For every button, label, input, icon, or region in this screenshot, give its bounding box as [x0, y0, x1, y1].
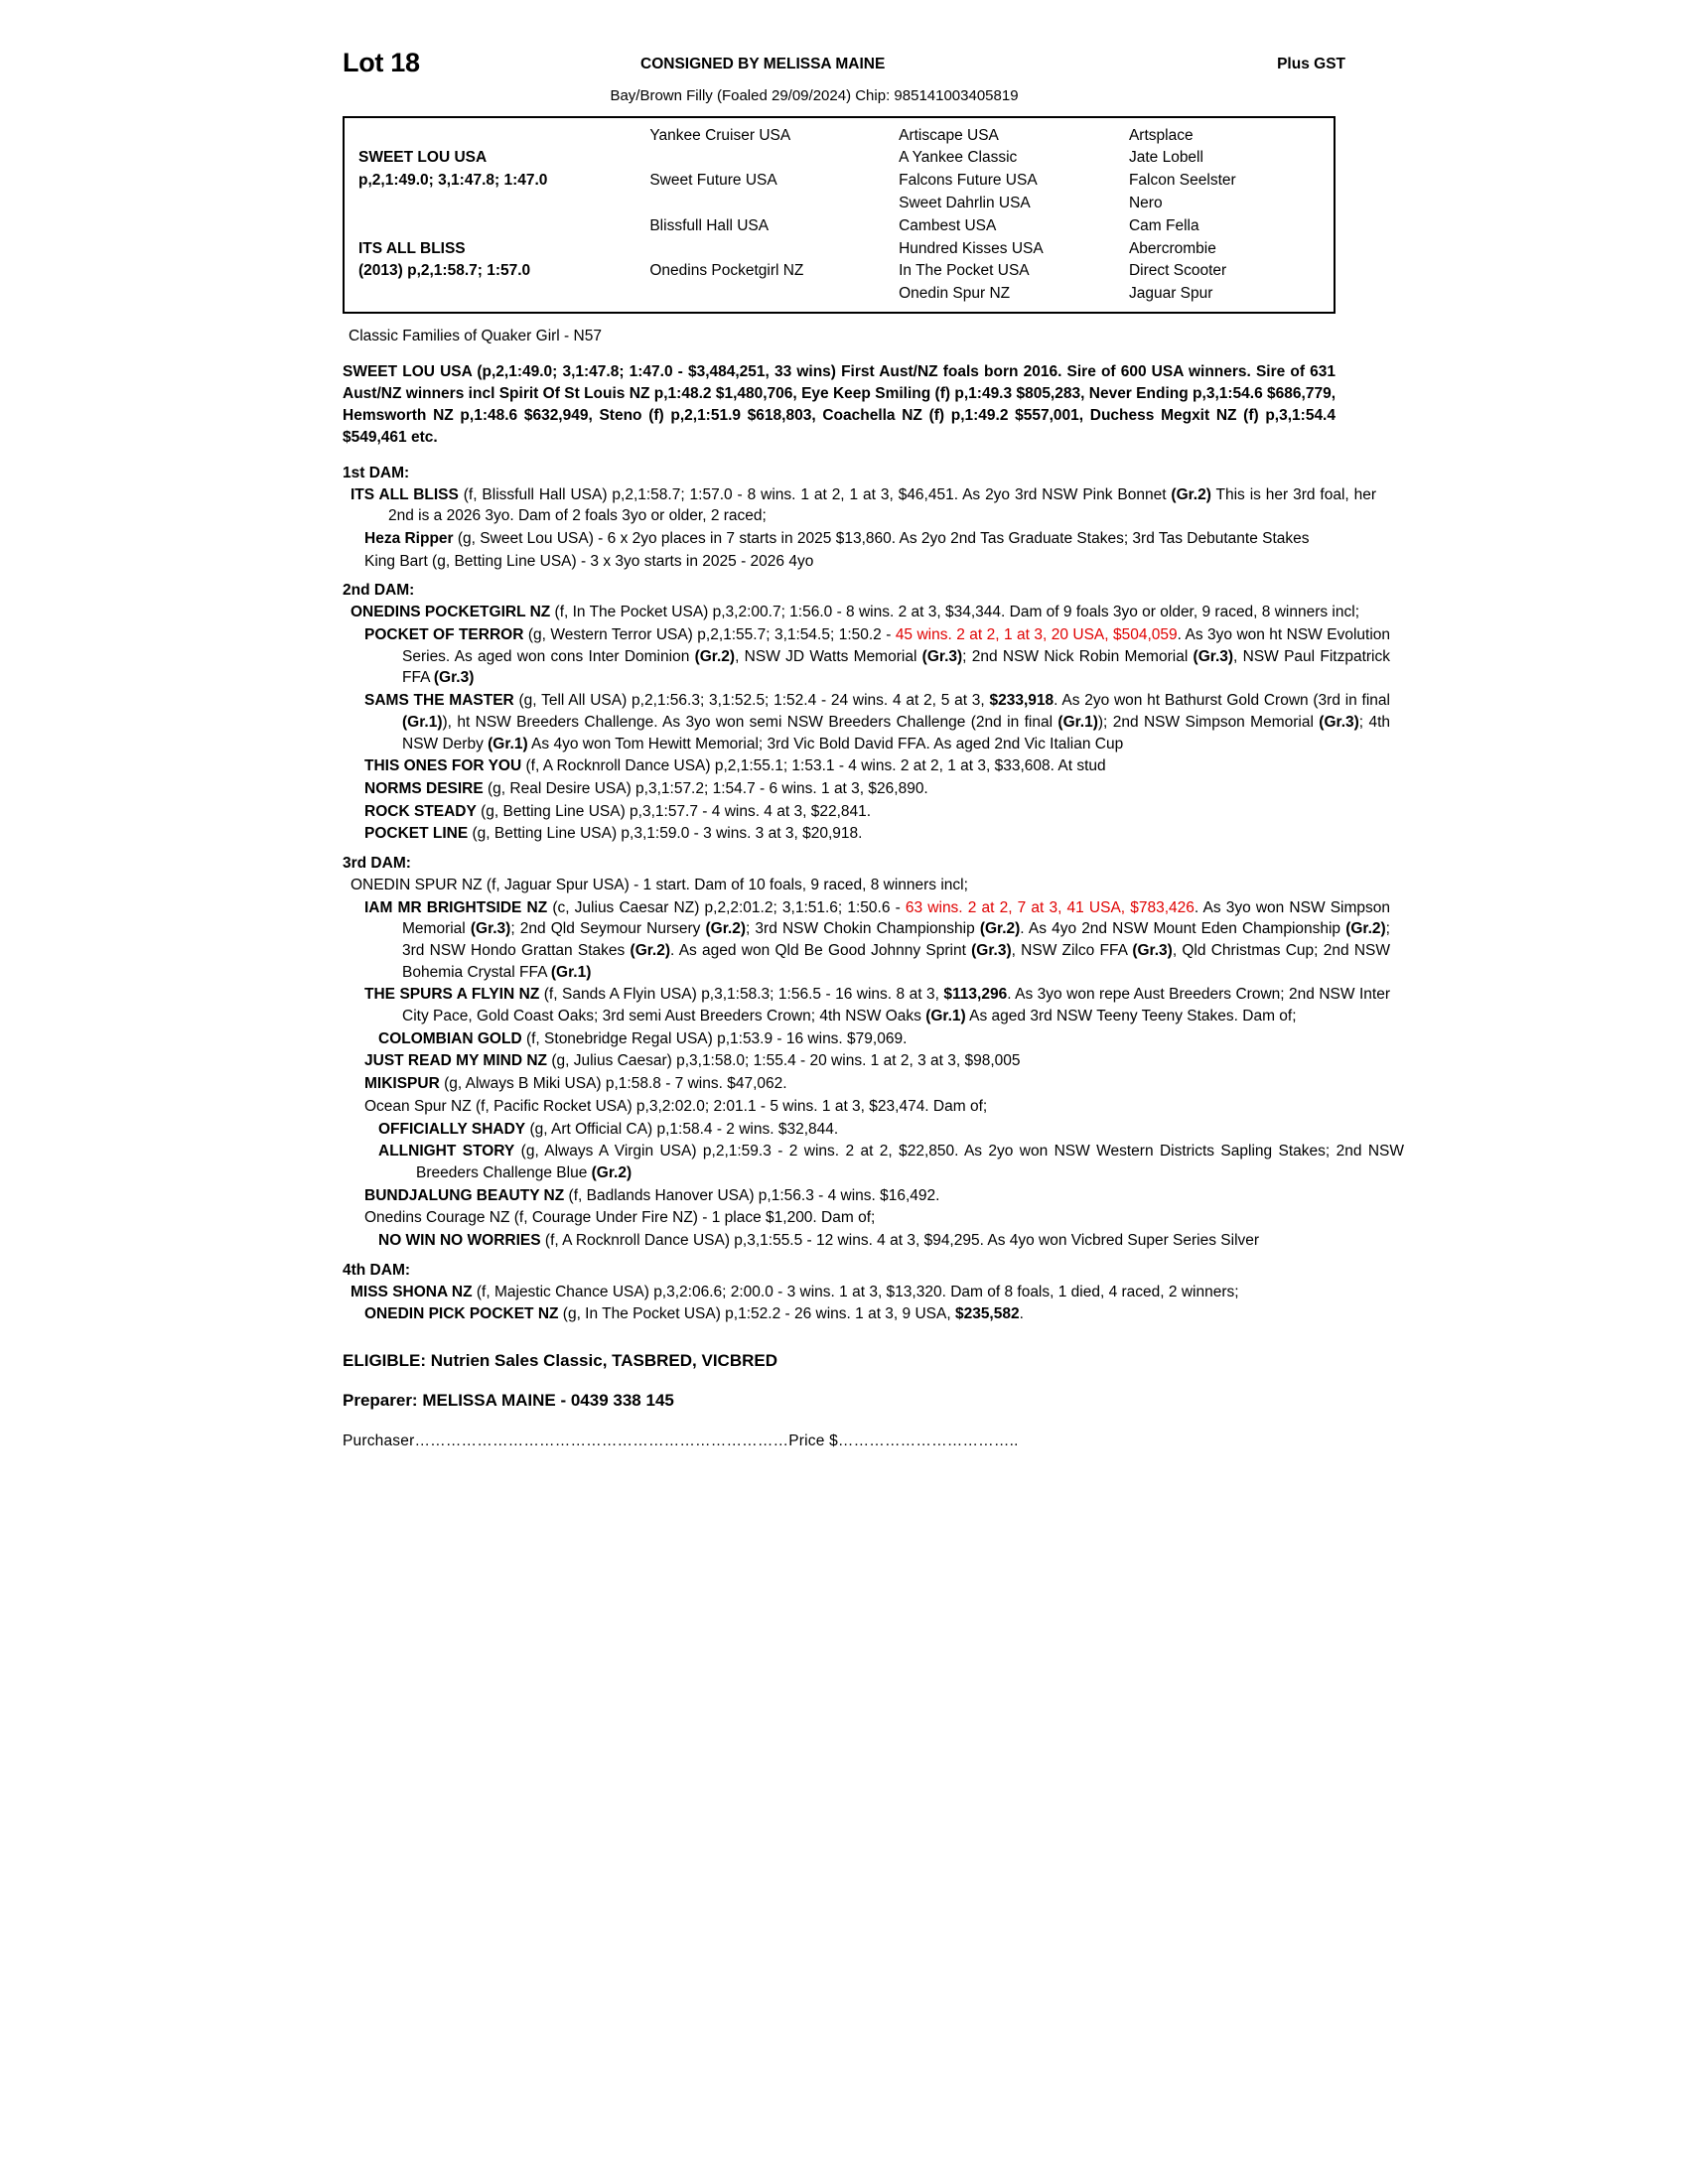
entry-text: SAMS THE MASTER: [364, 692, 514, 710]
pedigree-entry: [378, 1028, 1404, 1050]
pedigree-cell: Hundred Kisses USA: [899, 239, 1044, 257]
entry-text: (f, Sands A Flyin USA) p,3,1:58.3; 1:56.5 - 16 wins. 8 at 3,: [539, 986, 944, 1004]
pedigree-entry: [351, 602, 1376, 623]
entry-text: ITS ALL BLISS: [351, 485, 459, 503]
entry-text: MIKISPUR: [364, 1075, 440, 1093]
entry-text: (f, Blissfull Hall USA) p,2,1:58.7; 1:57.0 - 8 wins. 1 at 2, 1 at 3, $46,451. As 2yo 3rd NSW Pink Bonnet: [458, 485, 1172, 503]
dam-heading: 3rd DAM:: [343, 854, 411, 872]
pedigree-entry: [364, 1303, 1390, 1325]
entry-text: COLOMBIAN GOLD: [378, 1029, 522, 1047]
entry-text: (f, Stonebridge Regal USA) p,1:53.9 - 16 wins. $79,069.: [521, 1029, 908, 1047]
pedigree-cell: Artsplace: [1128, 126, 1194, 144]
dam-heading: 4th DAM:: [343, 1261, 411, 1279]
pedigree-cell: Direct Scooter: [1128, 262, 1227, 280]
entry-text: THIS ONES FOR YOU: [364, 757, 522, 775]
pedigree-cell: [645, 147, 895, 170]
pedigree-entry: [364, 624, 1390, 689]
entry-text: $235,582: [954, 1305, 1020, 1323]
entry-text: (g, Western Terror USA) p,2,1:55.7; 3,1:54.5; 1:50.2 -: [523, 626, 896, 644]
entry-text: (Gr.3): [921, 647, 963, 665]
entry-text: OFFICIALLY SHADY: [378, 1120, 526, 1138]
entry-text: . As 3yo won NSW Simpson Memorial: [402, 898, 1391, 938]
entry-text: .: [1019, 1305, 1024, 1323]
pedigree-entry: [364, 1185, 1390, 1207]
entry-text: THE SPURS A FLYIN NZ: [364, 986, 540, 1004]
pedigree-entry: [364, 1207, 1390, 1229]
entry-text: (f, Majestic Chance USA) p,3,2:06.6; 2:00.0 - 3 wins. 1 at 3, $13,320. Dam of 8 foals, 1 died, 4 raced, 2 winners;: [472, 1283, 1239, 1300]
entry-text: (Gr.1): [488, 735, 528, 752]
entry-text: (Gr.1): [402, 713, 443, 731]
pedigree-entry: [351, 875, 1376, 896]
pedigree-cell: [645, 237, 895, 260]
entry-text: (g, Sweet Lou USA) - 6 x 2yo places in 7 starts in 2025 $13,860. As 2yo 2nd Tas Graduate Stakes; 3rd Tas Debutante Stakes: [453, 530, 1310, 547]
page-content: [343, 48, 1405, 1450]
entry-text: ONEDINS POCKETGIRL NZ: [351, 604, 551, 621]
pedigree-entry: [351, 1282, 1376, 1303]
dam-sections: [343, 464, 1405, 1325]
entry-text: ; 2nd NSW Nick Robin Memorial: [962, 647, 1194, 665]
entry-text: (g, Betting Line USA) p,3,1:59.0 - 3 wins. 3 at 3, $20,918.: [468, 825, 863, 843]
page-header: [343, 48, 1345, 85]
pedigree-entry: [351, 484, 1376, 527]
entry-text: Ocean Spur NZ (f, Pacific Rocket USA) p,3,2:02.0; 2:01.1 - 5 wins. 1 at 3, $23,474. Dam of;: [364, 1097, 988, 1115]
entry-text: As 4yo won Tom Hewitt Memorial; 3rd Vic Bold David FFA. As aged 2nd Vic Italian Cup: [527, 735, 1124, 752]
entry-text: . As 4yo 2nd NSW Mount Eden Championship: [1020, 920, 1346, 938]
entry-text: (Gr.3): [1193, 647, 1234, 665]
entry-text: (Gr.3): [1319, 713, 1359, 731]
entry-text: (Gr.2): [591, 1163, 633, 1181]
entry-text: ), ht NSW Breeders Challenge. As 3yo won semi NSW Breeders Challenge (2nd in final: [442, 713, 1058, 731]
entry-text: , NSW Paul Fitzpatrick FFA: [402, 647, 1390, 687]
pedigree-cell: Yankee Cruiser USA: [649, 126, 791, 144]
pedigree-cell: Cambest USA: [899, 216, 997, 234]
pedigree-cell: Cam Fella: [1128, 216, 1199, 234]
entry-text: ; 3rd NSW Hondo Grattan Stakes: [402, 920, 1390, 959]
pedigree-entry: [364, 778, 1390, 800]
lot-number: Lot 18: [343, 48, 420, 77]
pedigree-row: [345, 170, 1334, 193]
pedigree-cell: A Yankee Classic: [899, 149, 1018, 167]
entry-text: ); 2nd NSW Simpson Memorial: [1097, 713, 1320, 731]
entry-text: (Gr.3): [971, 942, 1012, 959]
entry-text: (Gr.2): [705, 920, 746, 938]
entry-text: ; 2nd Qld Seymour Nursery: [510, 920, 706, 938]
entry-text: MISS SHONA NZ: [351, 1283, 473, 1300]
entry-text: ONEDIN SPUR NZ (f, Jaguar Spur USA) - 1 start. Dam of 10 foals, 9 raced, 8 winners incl;: [351, 876, 968, 893]
entry-text: ONEDIN PICK POCKET NZ: [364, 1305, 559, 1323]
pedigree-cell: Onedin Spur NZ: [899, 285, 1011, 303]
entry-text: NORMS DESIRE: [364, 779, 484, 797]
entry-text: (Gr.1): [550, 963, 592, 981]
gst-label: Plus GST: [1277, 56, 1345, 72]
entry-text: IAM MR BRIGHTSIDE NZ: [364, 898, 548, 916]
pedigree-entry: [378, 1141, 1404, 1183]
pedigree-cell: [345, 192, 645, 214]
entry-text: (Gr.2): [1345, 920, 1386, 938]
entry-text: $233,918: [989, 692, 1055, 710]
entry-text: (Gr.3): [470, 920, 511, 938]
eligible-line: ELIGIBLE: Nutrien Sales Classic, TASBRED, VICBRED: [343, 1351, 777, 1370]
entry-text: POCKET LINE: [364, 825, 469, 843]
pedigree-cell: Sweet Future USA: [649, 172, 777, 190]
entry-text: NO WIN NO WORRIES: [378, 1231, 541, 1249]
dam-heading: 2nd DAM:: [343, 582, 415, 600]
entry-text: Heza Ripper: [364, 530, 454, 547]
pedigree-row: [345, 214, 1334, 237]
entry-text: . As 3yo won repe Aust Breeders Crown; 2nd NSW Inter City Pace, Gold Coast Oaks; 3rd semi Aust Breeders Crown; 4th NSW Oaks: [402, 986, 1391, 1025]
pedigree-entry: [378, 1230, 1404, 1252]
pedigree-entry: [364, 690, 1390, 754]
purchaser-line: Purchaser………………………………………………………………Price $……………………………..: [343, 1433, 1019, 1449]
entry-text: (g, Betting Line USA) p,3,1:57.7 - 4 wins. 4 at 3, $22,841.: [476, 802, 872, 820]
entry-text: (g, Real Desire USA) p,3,1:57.2; 1:54.7 - 6 wins. 1 at 3, $26,890.: [483, 779, 928, 797]
entry-text: (g, Art Official CA) p,1:58.4 - 2 wins. $32,844.: [525, 1120, 839, 1138]
consignor-label: CONSIGNED BY MELISSA MAINE: [640, 56, 886, 72]
pedigree-row: [345, 124, 1334, 147]
entry-text: , Qld Christmas Cup; 2nd NSW Bohemia Crystal FFA: [402, 942, 1390, 981]
entry-text: (c, Julius Caesar NZ) p,2,2:01.2; 3,1:51.6; 1:50.6 -: [547, 898, 906, 916]
pedigree-entry: [364, 897, 1390, 984]
pedigree-cell: Nero: [1128, 194, 1163, 211]
entry-text: (Gr.2): [979, 920, 1021, 938]
entry-text: ROCK STEADY: [364, 802, 477, 820]
entry-text: (f, A Rocknroll Dance USA) p,2,1:55.1; 1:53.1 - 4 wins. 2 at 2, 1 at 3, $33,608. At stud: [521, 757, 1106, 775]
pedigree-table: [343, 116, 1336, 314]
entry-text: King Bart (g, Betting Line USA) - 3 x 3yo starts in 2025 - 2026 4yo: [364, 552, 814, 570]
entry-text: ALLNIGHT STORY: [378, 1143, 515, 1160]
entry-text: ; 3rd NSW Chokin Championship: [746, 920, 980, 938]
family-line: Classic Families of Quaker Girl - N57: [349, 327, 602, 344]
entry-text: (Gr.1): [925, 1008, 966, 1025]
pedigree-entry: [364, 755, 1390, 777]
entry-text: POCKET OF TERROR: [364, 626, 524, 644]
entry-text: (Gr.2): [694, 647, 736, 665]
pedigree-row: [345, 192, 1334, 214]
entry-text: (g, In The Pocket USA) p,1:52.2 - 26 wins. 1 at 3, 9 USA,: [558, 1305, 955, 1323]
pedigree-cell: Falcons Future USA: [899, 172, 1038, 190]
pedigree-cell: p,2,1:49.0; 3,1:47.8; 1:47.0: [358, 172, 548, 190]
pedigree-entry: [364, 1073, 1390, 1095]
entry-text: (Gr.2): [630, 942, 671, 959]
animal-description: Bay/Brown Filly (Foaled 29/09/2024) Chip: 985141003405819: [610, 87, 1019, 104]
pedigree-row: [345, 283, 1334, 306]
pedigree-entry: [364, 551, 1390, 573]
pedigree-row: [345, 147, 1334, 170]
pedigree-entry: [364, 528, 1390, 550]
pedigree-cell: In The Pocket USA: [899, 262, 1030, 280]
entry-text: (Gr.3): [1132, 942, 1173, 959]
entry-text: , NSW Zilco FFA: [1011, 942, 1133, 959]
pedigree-cell: Artiscape USA: [899, 126, 999, 144]
pedigree-row: [345, 260, 1334, 283]
pedigree-cell: [645, 283, 895, 306]
entry-text: As aged 3rd NSW Teeny Teeny Stakes. Dam of;: [965, 1008, 1297, 1025]
entry-text: 45 wins. 2 at 2, 1 at 3, 20 USA, $504,059: [895, 626, 1178, 644]
preparer-line: Preparer: MELISSA MAINE - 0439 338 145: [343, 1391, 674, 1410]
entry-text: . As 3yo won ht NSW Evolution Series. As aged won cons Inter Dominion: [402, 626, 1391, 665]
pedigree-cell: [345, 283, 645, 306]
pedigree-cell: Jaguar Spur: [1128, 285, 1213, 303]
entry-text: . As aged won Qld Be Good Johnny Sprint: [670, 942, 972, 959]
entry-text: (g, Julius Caesar) p,3,1:58.0; 1:55.4 - 20 wins. 1 at 2, 3 at 3, $98,005: [547, 1052, 1021, 1070]
entry-text: (Gr.1): [1057, 713, 1098, 731]
entry-text: (Gr.3): [433, 669, 475, 687]
pedigree-cell: SWEET LOU USA: [358, 149, 488, 167]
entry-text: (g, Always A Virgin USA) p,2,1:59.3 - 2 wins. 2 at 2, $22,850. As 2yo won NSW Western Districts Sapling Stakes; 2nd NSW Breeders Challenge Blue: [416, 1143, 1405, 1181]
pedigree-entry: [364, 984, 1390, 1026]
entry-text: (Gr.2): [1171, 485, 1211, 503]
entry-text: . As 2yo won ht Bathurst Gold Crown (3rd in final: [1054, 692, 1390, 710]
pedigree-cell: (2013) p,2,1:58.7; 1:57.0: [358, 262, 531, 280]
dam-heading: 1st DAM:: [343, 464, 410, 481]
entry-text: (f, Badlands Hanover USA) p,1:56.3 - 4 wins. $16,492.: [564, 1186, 940, 1204]
entry-text: BUNDJALUNG BEAUTY NZ: [364, 1186, 565, 1204]
pedigree-cell: Jate Lobell: [1128, 149, 1203, 167]
entry-text: ; 4th NSW Derby: [402, 713, 1391, 752]
pedigree-cell: Onedins Pocketgirl NZ: [649, 262, 804, 280]
sire-summary: SWEET LOU USA (p,2,1:49.0; 3,1:47.8; 1:47.0 - $3,484,251, 33 wins) First Aust/NZ foals born 2016. Sire of 600 USA winners. Sire of 631 Aust/NZ winners incl Spirit Of St Louis NZ p,1:48.2 $1,480,706, Eye Keep Smiling (f) p,1:49.3 $805,283, Never Ending p,3,1:54.6 $686,779, Hemsworth NZ p,1:48.6 $632,949, Steno (f) p,2,1:51.9 $618,803, Coachella NZ (f) p,1:49.2 $557,001, Duchess Megxit NZ (f) p,3,1:54.4 $549,461 etc.: [343, 362, 1336, 446]
entry-text: (g, Always B Miki USA) p,1:58.8 - 7 wins. $47,062.: [439, 1075, 787, 1093]
entry-text: $113,296: [943, 986, 1008, 1004]
pedigree-entry: [378, 1119, 1404, 1141]
pedigree-cell: [345, 214, 645, 237]
entry-text: This is her 3rd foal, her 2nd is a 2026 3yo. Dam of 2 foals 3yo or older, 2 raced;: [388, 485, 1376, 525]
pedigree-cell: ITS ALL BLISS: [358, 239, 466, 257]
pedigree-cell: Sweet Dahrlin USA: [899, 194, 1031, 211]
entry-text: 63 wins. 2 at 2, 7 at 3, 41 USA, $783,426: [905, 898, 1195, 916]
pedigree-cell: Abercrombie: [1128, 239, 1216, 257]
pedigree-entry: [364, 1050, 1390, 1072]
pedigree-row: [345, 237, 1334, 260]
entry-text: , NSW JD Watts Memorial: [735, 647, 922, 665]
pedigree-entry: [364, 823, 1390, 845]
entry-text: (f, A Rocknroll Dance USA) p,3,1:55.5 - 12 wins. 4 at 3, $94,295. As 4yo won Vicbred Super Series Silver: [540, 1231, 1260, 1249]
entry-text: (f, In The Pocket USA) p,3,2:00.7; 1:56.0 - 8 wins. 2 at 3, $34,344. Dam of 9 foals 3yo or older, 9 raced, 8 winners incl;: [550, 604, 1359, 621]
pedigree-entry: [364, 801, 1390, 823]
entry-text: Onedins Courage NZ (f, Courage Under Fire NZ) - 1 place $1,200. Dam of;: [364, 1209, 876, 1227]
pedigree-cell: Falcon Seelster: [1128, 172, 1236, 190]
pedigree-cell: [345, 124, 645, 147]
pedigree-entry: [364, 1096, 1390, 1118]
entry-text: (g, Tell All USA) p,2,1:56.3; 3,1:52.5; 1:52.4 - 24 wins. 4 at 2, 5 at 3,: [513, 692, 990, 710]
pedigree-cell: Blissfull Hall USA: [649, 216, 770, 234]
pedigree-cell: [645, 192, 895, 214]
entry-text: JUST READ MY MIND NZ: [364, 1052, 548, 1070]
